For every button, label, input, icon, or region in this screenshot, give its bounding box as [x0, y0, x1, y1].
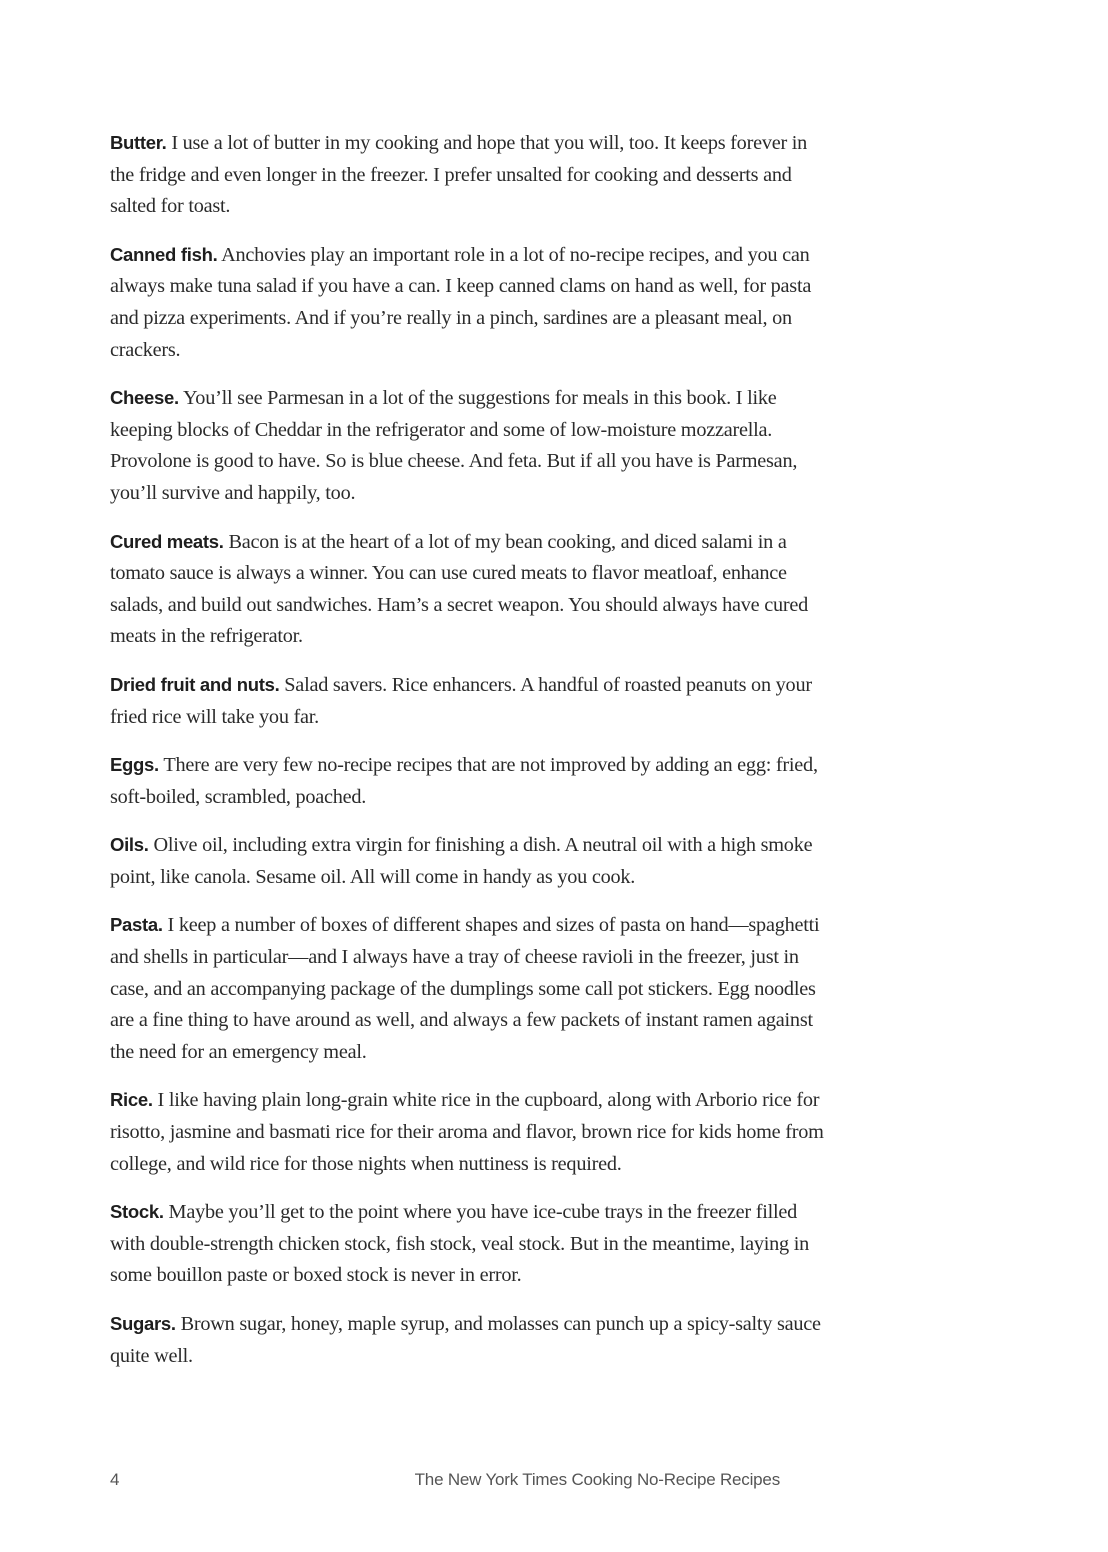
- pantry-list: [110, 127, 830, 1388]
- entry-term: Canned fish.: [110, 243, 218, 265]
- entry-cheese: [110, 382, 830, 509]
- entry-stock: [110, 1196, 830, 1292]
- entry-text: Anchovies play an important role in a lot of no-recipe recipes, and you can always make tuna salad if you have a can. I keep canned clams on hand as well, for pasta and pizza experiments. And if you’re really in a pinch, sardines are a pleasant meal, on crackers.: [110, 243, 812, 361]
- entry-text: Olive oil, including extra virgin for finishing a dish. A neutral oil with a high smoke point, like canola. Sesame oil. All will come in handy as you cook.: [110, 834, 813, 888]
- entry-text: There are very few no-recipe recipes that are not improved by adding an egg: fried, soft-boiled, scrambled, poached.: [110, 754, 818, 808]
- entry-term: Dried fruit and nuts.: [110, 673, 280, 695]
- page-footer: [110, 1470, 780, 1494]
- entry-term: Pasta.: [110, 914, 163, 936]
- entry-text: I like having plain long-grain white rice in the cupboard, along with Arborio rice for risotto, jasmine and basmati rice for their aroma and flavor, brown rice for kids home from college, and wild rice for those nights when nuttiness is required.: [110, 1089, 824, 1175]
- page-number: 4: [110, 1470, 120, 1489]
- entry-canned-fish: [110, 239, 830, 366]
- entry-eggs: [110, 749, 830, 813]
- entry-butter: [110, 127, 830, 223]
- entry-oils: [110, 829, 830, 893]
- entry-pasta: [110, 909, 830, 1068]
- entry-term: Rice.: [110, 1089, 153, 1111]
- entry-text: Maybe you’ll get to the point where you have ice-cube trays in the freezer filled with double-strength chicken stock, fish stock, veal stock. But in the meantime, laying in some bouillon paste or boxed stock is never in error.: [110, 1201, 810, 1287]
- entry-term: Eggs.: [110, 754, 159, 776]
- entry-text: You’ll see Parmesan in a lot of the suggestions for meals in this book. I like keeping blocks of Cheddar in the refrigerator and some of low-moisture mozzarella. Provolone is good to have. So is blue cheese. And feta. But if all you have is Parmesan, you’ll survive and happily, too.: [110, 387, 798, 504]
- entry-text: Bacon is at the heart of a lot of my bean cooking, and diced salami in a tomato sauce is always a winner. You can use cured meats to flavor meatloaf, enhance salads, and build out sandwiches. Ham’s a secret weapon. You should always have cured meats in the refrigerator.: [110, 530, 809, 648]
- entry-text: I use a lot of butter in my cooking and hope that you will, too. It keeps forever in the fridge and even longer in the freezer. I prefer unsalted for cooking and desserts and salted for toast.: [110, 132, 808, 218]
- entry-term: Butter.: [110, 132, 167, 153]
- book-title: The New York Times Cooking No-Recipe Recipes: [414, 1470, 780, 1489]
- entry-text: Salad savers. Rice enhancers. A handful of roasted peanuts on your fried rice will take you far.: [110, 673, 812, 728]
- entry-term: Sugars.: [110, 1313, 176, 1334]
- entry-rice: [110, 1084, 830, 1180]
- entry-dried-fruit-and-nuts: [110, 669, 830, 733]
- entry-term: Cheese.: [110, 387, 179, 409]
- entry-term: Stock.: [110, 1201, 164, 1223]
- entry-term: Oils.: [110, 834, 149, 856]
- entry-term: Cured meats.: [110, 530, 224, 552]
- entry-sugars: [110, 1308, 830, 1372]
- entry-cured-meats: [110, 526, 830, 653]
- entry-text: Brown sugar, honey, maple syrup, and molasses can punch up a spicy-salty sauce quite well.: [110, 1313, 821, 1367]
- entry-text: I keep a number of boxes of different shapes and sizes of pasta on hand—spaghetti and shells in particular—and I always have a tray of cheese ravioli in the freezer, just in case, and an accompanying package of the dumplings some call pot stickers. Egg noodles are a fine thing to have around as well, and always a few packets of instant ramen against the need for an emergency meal.: [110, 914, 820, 1063]
